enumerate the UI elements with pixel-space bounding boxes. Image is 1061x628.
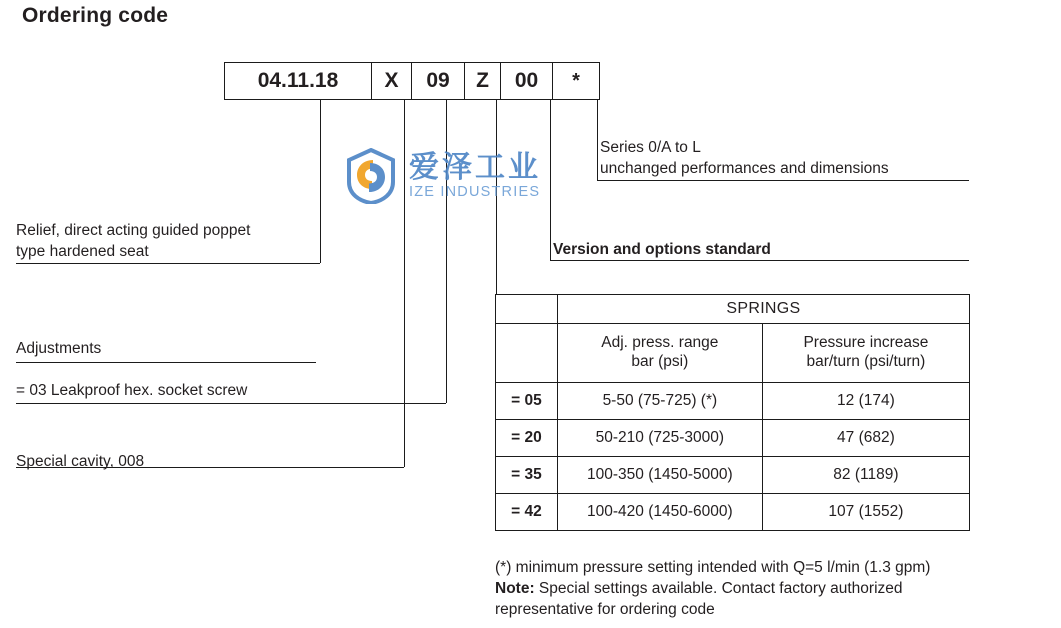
table-row (496, 420, 970, 457)
leader-springs-vertical (496, 100, 497, 294)
springs-table-header-row (496, 324, 970, 383)
label-relief-line2: type hardened seat (16, 242, 149, 260)
table-row (496, 494, 970, 531)
code-box-version: 00 (500, 62, 552, 100)
springs-row-code: = 05 (496, 383, 558, 420)
ordering-code-boxes (224, 62, 600, 100)
label-adjustments: Adjustments (16, 340, 102, 357)
springs-table-title-row (496, 295, 970, 324)
springs-row-increase: 12 (174) (762, 383, 969, 420)
leader-cavity-vertical (404, 100, 405, 467)
watermark-english: IZE INDUSTRIES (409, 183, 541, 200)
code-box-spring: Z (464, 62, 500, 100)
springs-table-corner (496, 295, 558, 324)
label-series-line2: unchanged performances and dimensions (600, 159, 889, 177)
table-row (496, 457, 970, 494)
leader-relief-vertical (320, 100, 321, 263)
springs-row-range: 100-420 (1450-6000) (557, 494, 762, 531)
label-relief (16, 221, 250, 263)
code-box-cavity: X (371, 62, 411, 100)
leader-adjustment-horizontal (16, 403, 446, 404)
code-box-adjustment: 09 (411, 62, 464, 100)
springs-table-corner-2 (496, 324, 558, 383)
note-representative: representative for ordering code (495, 600, 715, 618)
springs-row-increase: 82 (1189) (762, 457, 969, 494)
springs-row-code: = 20 (496, 420, 558, 457)
watermark-text (409, 152, 541, 200)
springs-col-range-line2: bar (psi) (631, 353, 689, 370)
label-version: Version and options standard (553, 241, 771, 258)
watermark (343, 148, 541, 204)
code-box-model: 04.11.18 (224, 62, 371, 100)
underline-adjustments (16, 362, 316, 363)
springs-row-code: = 35 (496, 457, 558, 494)
springs-row-range: 5-50 (75-725) (*) (557, 383, 762, 420)
springs-table (495, 294, 970, 531)
code-box-series: * (552, 62, 600, 100)
label-relief-line1: Relief, direct acting guided poppet (16, 222, 251, 239)
label-adjustment-option: = 03 Leakproof hex. socket screw (16, 382, 248, 399)
label-series (600, 138, 889, 180)
springs-row-range: 50-210 (725-3000) (557, 420, 762, 457)
springs-col-increase-line1: Pressure increase (803, 334, 929, 352)
ize-logo-icon (343, 148, 399, 204)
note-label: Note: (495, 579, 535, 597)
leader-version-vertical (550, 100, 551, 260)
page-title: Ordering code (22, 4, 169, 27)
springs-col-increase-line2: bar/turn (psi/turn) (806, 353, 926, 370)
label-cavity: Special cavity, 008 (16, 453, 145, 470)
springs-row-increase: 107 (1552) (762, 494, 969, 531)
springs-col-range (557, 324, 762, 383)
leader-relief-horizontal (16, 263, 320, 264)
leader-adjustment-vertical (446, 100, 447, 403)
table-row (496, 383, 970, 420)
note-special-settings-text: Special settings available. Contact factory authorized (534, 579, 903, 597)
label-series-line1: Series 0/A to L (600, 139, 701, 156)
note-minimum-pressure: (*) minimum pressure setting intended with Q=5 l/min (1.3 gpm) (495, 559, 931, 576)
leader-series-vertical (597, 100, 598, 180)
springs-table-title: SPRINGS (557, 295, 969, 324)
leader-series-horizontal (597, 180, 969, 181)
springs-col-increase (762, 324, 969, 383)
watermark-chinese: 爱泽工业 (409, 151, 541, 185)
springs-row-range: 100-350 (1450-5000) (557, 457, 762, 494)
springs-col-range-line1: Adj. press. range (601, 334, 719, 352)
springs-row-code: = 42 (496, 494, 558, 531)
springs-row-increase: 47 (682) (762, 420, 969, 457)
notes-block (495, 558, 1055, 621)
note-special-settings (495, 579, 1055, 600)
